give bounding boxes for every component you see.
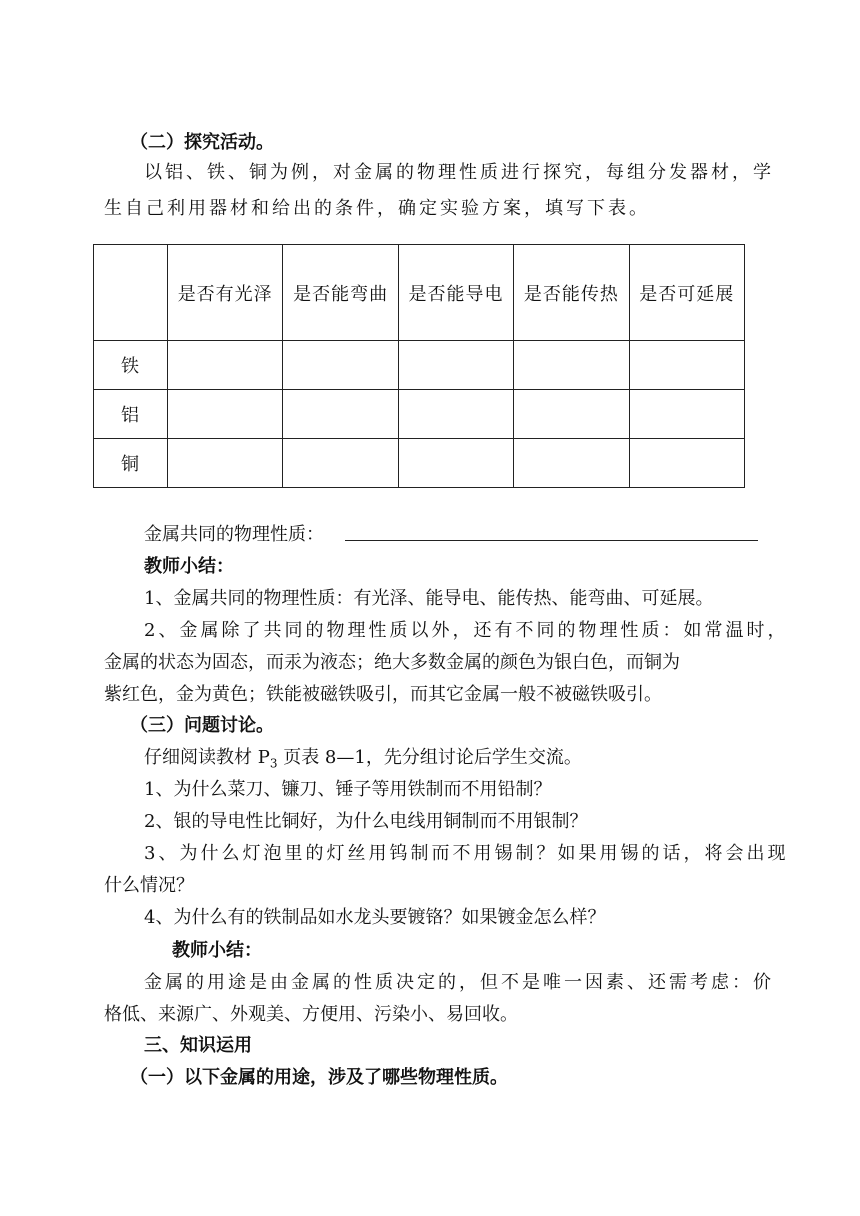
- summary-item-2-line3: 紫红色，金为黄色；铁能被磁铁吸引，而其它金属一般不被磁铁吸引。: [104, 684, 662, 705]
- question-1: 1、为什么菜刀、镰刀、锤子等用铁制而不用铅制？: [144, 779, 552, 800]
- discussion-intro-subscript: 3: [269, 756, 278, 771]
- part3-sub-heading: （一）以下金属的用途，涉及了哪些物理性质。: [130, 1067, 508, 1088]
- discussion-intro: [144, 743, 760, 779]
- table-header-cell: 是否能导电: [398, 245, 513, 341]
- table-cell[interactable]: [629, 439, 744, 488]
- common-properties-prompt: 金属共同的物理性质：: [144, 524, 324, 545]
- table-cell[interactable]: [168, 341, 283, 390]
- table-header-cell: 是否有光泽: [168, 245, 283, 341]
- table-cell[interactable]: [514, 390, 629, 439]
- table-cell[interactable]: [398, 390, 513, 439]
- section2-heading: （二）探究活动。: [130, 132, 274, 153]
- question-3-line1: 3、为什么灯泡里的灯丝用钨制而不用锡制？如果用锡的话，将会出现: [144, 843, 789, 864]
- table-header-cell: [94, 245, 168, 341]
- summary-item-1: 1、金属共同的物理性质：有光泽、能导电、能传热、能弯曲、可延展。: [144, 588, 714, 609]
- summary-item-2-line1: 2、金属除了共同的物理性质以外，还有不同的物理性质：如常温时，: [144, 620, 789, 641]
- teacher-summary-heading-1: 教师小结：: [144, 556, 234, 577]
- table-row: [94, 341, 745, 390]
- table-header-row: [94, 245, 745, 341]
- table-cell[interactable]: [168, 390, 283, 439]
- discussion-intro-text: 仔细阅读教材 P: [144, 747, 270, 768]
- table-cell[interactable]: [629, 390, 744, 439]
- section2-intro-line2: 生自己利用器材和给出的条件，确定实验方案，填写下表。: [104, 198, 650, 219]
- section2-intro-line1: 以铝、铁、铜为例，对金属的物理性质进行探究，每组分发器材，学: [144, 162, 774, 183]
- row-label: 铜: [94, 439, 168, 488]
- table-cell[interactable]: [514, 439, 629, 488]
- part3-heading: 三、知识运用: [144, 1035, 252, 1056]
- summary-item-2-line2: 金属的状态为固态，而汞为液态；绝大多数金属的颜色为银白色，而铜为: [104, 652, 680, 673]
- uses-line2: 格低、来源广、外观美、方便用、污染小、易回收。: [104, 1004, 518, 1025]
- table-header-cell: 是否能弯曲: [283, 245, 398, 341]
- table-cell[interactable]: [283, 439, 398, 488]
- metal-properties-table: [93, 244, 745, 488]
- question-4: 4、为什么有的铁制品如水龙头要镀铬？如果镀金怎么样？: [144, 907, 606, 928]
- row-label: 铝: [94, 390, 168, 439]
- table-cell[interactable]: [514, 341, 629, 390]
- table-header-cell: 是否可延展: [629, 245, 744, 341]
- common-properties-blank[interactable]: [345, 540, 758, 541]
- table-row: [94, 390, 745, 439]
- table-cell[interactable]: [398, 341, 513, 390]
- question-3-line2: 什么情况？: [104, 875, 194, 896]
- table-header-cell: 是否能传热: [514, 245, 629, 341]
- row-label: 铁: [94, 341, 168, 390]
- question-2: 2、银的导电性比铜好，为什么电线用铜制而不用银制？: [144, 811, 588, 832]
- teacher-summary-heading-2: 教师小结：: [172, 940, 262, 961]
- discussion-intro-text-2: 页表 8—1，先分组讨论后学生交流。: [277, 747, 582, 768]
- uses-line1: 金属的用途是由金属的性质决定的，但不是唯一因素、还需考虑：价: [144, 972, 774, 993]
- table-cell[interactable]: [283, 390, 398, 439]
- table-cell[interactable]: [398, 439, 513, 488]
- table-cell[interactable]: [629, 341, 744, 390]
- table-cell[interactable]: [168, 439, 283, 488]
- section3-heading: （三）问题讨论。: [130, 715, 274, 736]
- table-cell[interactable]: [283, 341, 398, 390]
- table-row: [94, 439, 745, 488]
